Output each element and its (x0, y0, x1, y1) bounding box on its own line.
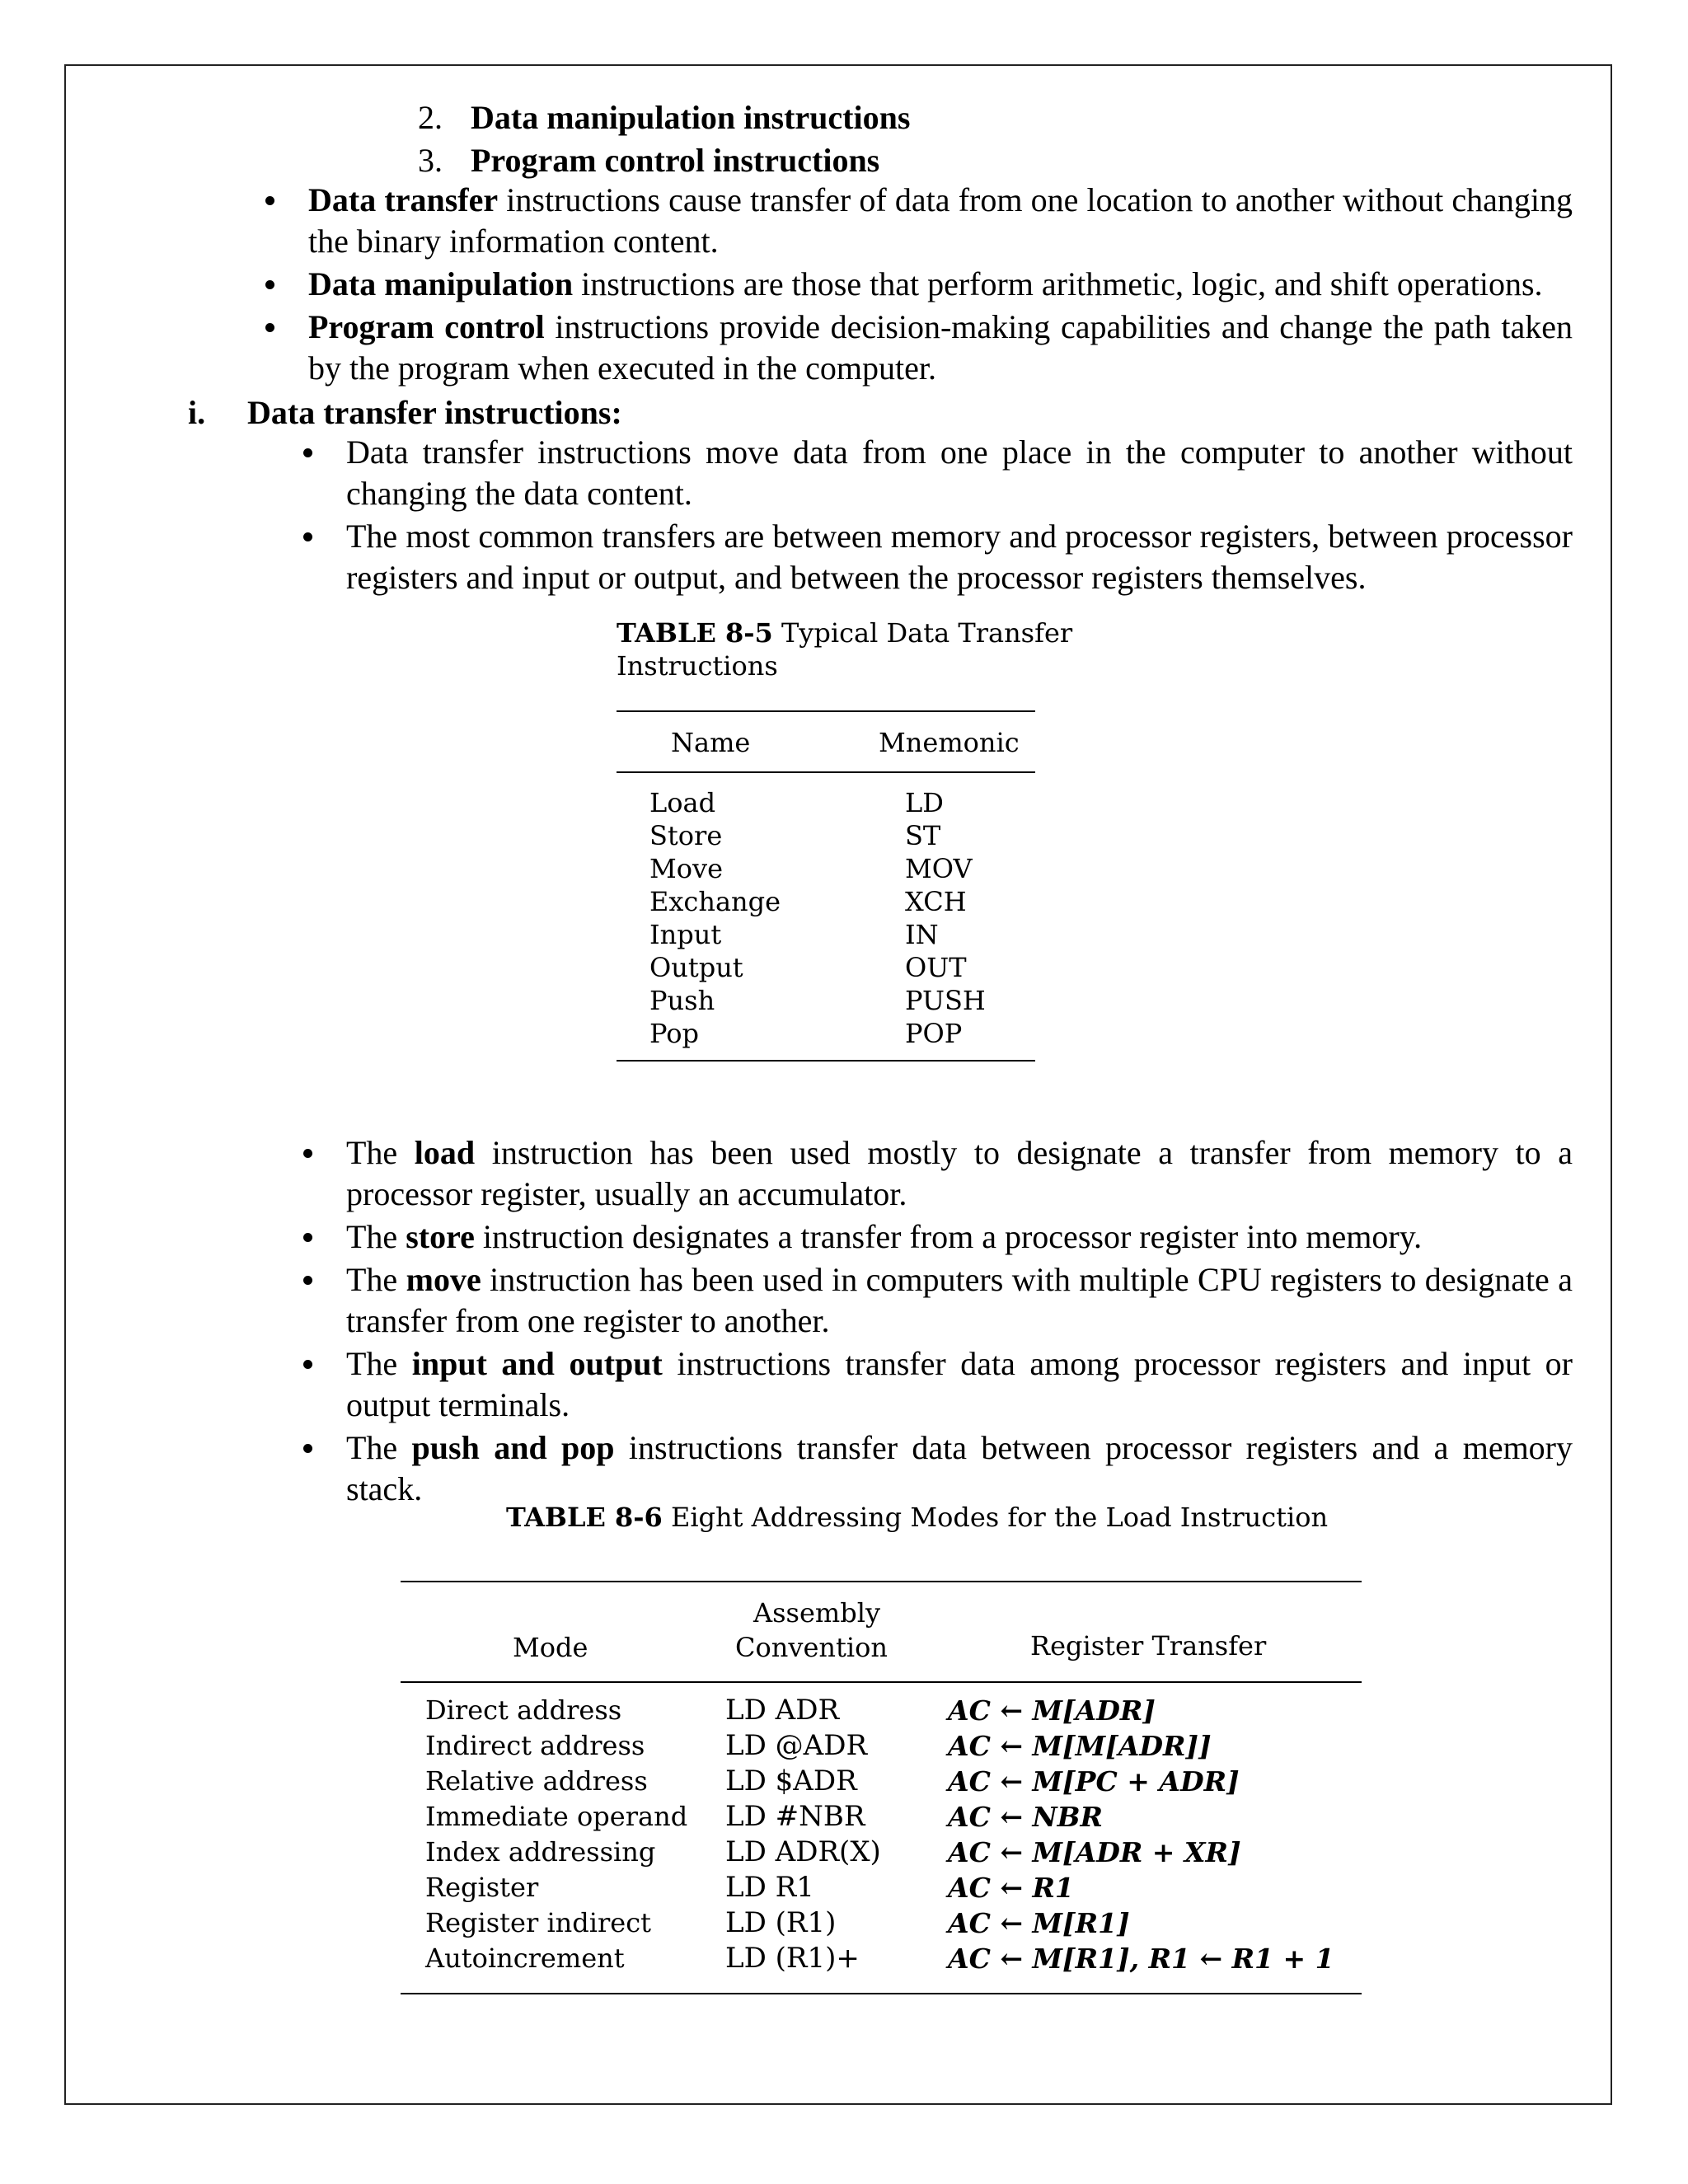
bullet-icon (303, 1444, 312, 1453)
table-column: LD ST MOV XCH IN OUT PUSH POP (905, 787, 986, 1049)
bullet-icon (303, 448, 312, 457)
list-item: Program control instructions provide decision-making capabilities and change the path taken by the program when executed in the computer. (308, 307, 1573, 389)
bullet-icon (265, 323, 274, 332)
table-header: Mnemonic (879, 727, 1020, 758)
numbered-list (418, 97, 910, 183)
table6 (401, 1581, 1362, 2001)
section-bullets (346, 432, 1573, 600)
list-item: 3. Program control instructions (418, 142, 880, 179)
table-rule (617, 1060, 1035, 1062)
list-item: Data transfer instructions cause transfer of data from one location to another without changing the binary information content. (308, 180, 1573, 262)
table-rule (617, 710, 1035, 712)
table-rule (617, 771, 1035, 773)
bullet-icon (303, 1360, 312, 1369)
table-column: LD ADR LD @ADR LD $ADR LD #NBR LD ADR(X) LD R1 LD (R1) LD (R1)+ (725, 1694, 881, 1975)
list-item: The load instruction has been used mostly to designate a transfer from memory to a processor register, usually an accumulator. (346, 1132, 1573, 1215)
table-header: Assembly (753, 1597, 881, 1629)
bullet-icon (303, 1233, 312, 1242)
bullet-icon (265, 196, 274, 205)
bullet-icon (303, 1276, 312, 1285)
table-rule (401, 1681, 1362, 1683)
bullet-icon (265, 280, 274, 289)
list-item: The most common transfers are between memory and processor registers, between processor registers and input or output, and between the processor registers themselves. (346, 516, 1573, 598)
table-rule (401, 1581, 1362, 1582)
table-column: Load Store Move Exchange Input Output Push Pop (649, 787, 781, 1049)
section-heading: i. Data transfer instructions: (188, 394, 622, 431)
list-item: The input and output instructions transfer data among processor registers and input or output terminals. (346, 1343, 1573, 1426)
bullet-icon (303, 1149, 312, 1158)
table5-caption: TABLE 8-5 Typical Data Transfer Instructions (617, 617, 1073, 682)
bullet-icon (303, 532, 312, 541)
table5 (617, 710, 1035, 1065)
list-item: Data manipulation instructions are those that perform arithmetic, logic, and shift operations. (308, 264, 1573, 305)
table-header: Convention (735, 1632, 888, 1663)
table-header: Register Transfer (1030, 1630, 1267, 1661)
table6-caption: TABLE 8-6 Eight Addressing Modes for the Load Instruction (506, 1502, 1329, 1533)
list-item: Data transfer instructions move data from one place in the computer to another without changing the data content. (346, 432, 1573, 514)
list-item: 2. Data manipulation instructions (418, 99, 911, 136)
list-item: The push and pop instructions transfer data between processor registers and a memory stack. (346, 1427, 1573, 1510)
table-column: Direct address Indirect address Relative address Immediate operand Index addressing Register Register indirect Autoincrement (425, 1694, 688, 1974)
table-rule (401, 1993, 1362, 1994)
list-item: The move instruction has been used in computers with multiple CPU registers to designate a transfer from one register to another. (346, 1259, 1573, 1342)
list-item: The store instruction designates a transfer from a processor register into memory. (346, 1216, 1573, 1258)
intro-bullets (308, 180, 1573, 391)
instruction-bullets (346, 1132, 1573, 1511)
table-header: Name (671, 727, 751, 758)
table-column: AC ← M[ADR] AC ← M[M[ADR]] AC ← M[PC + ADR] AC ← NBR AC ← M[ADR + XR] AC ← R1 AC ← M[R1] AC ← M[R1], R1 ← R1 + 1 (948, 1694, 1334, 1975)
table-header: Mode (513, 1632, 588, 1663)
